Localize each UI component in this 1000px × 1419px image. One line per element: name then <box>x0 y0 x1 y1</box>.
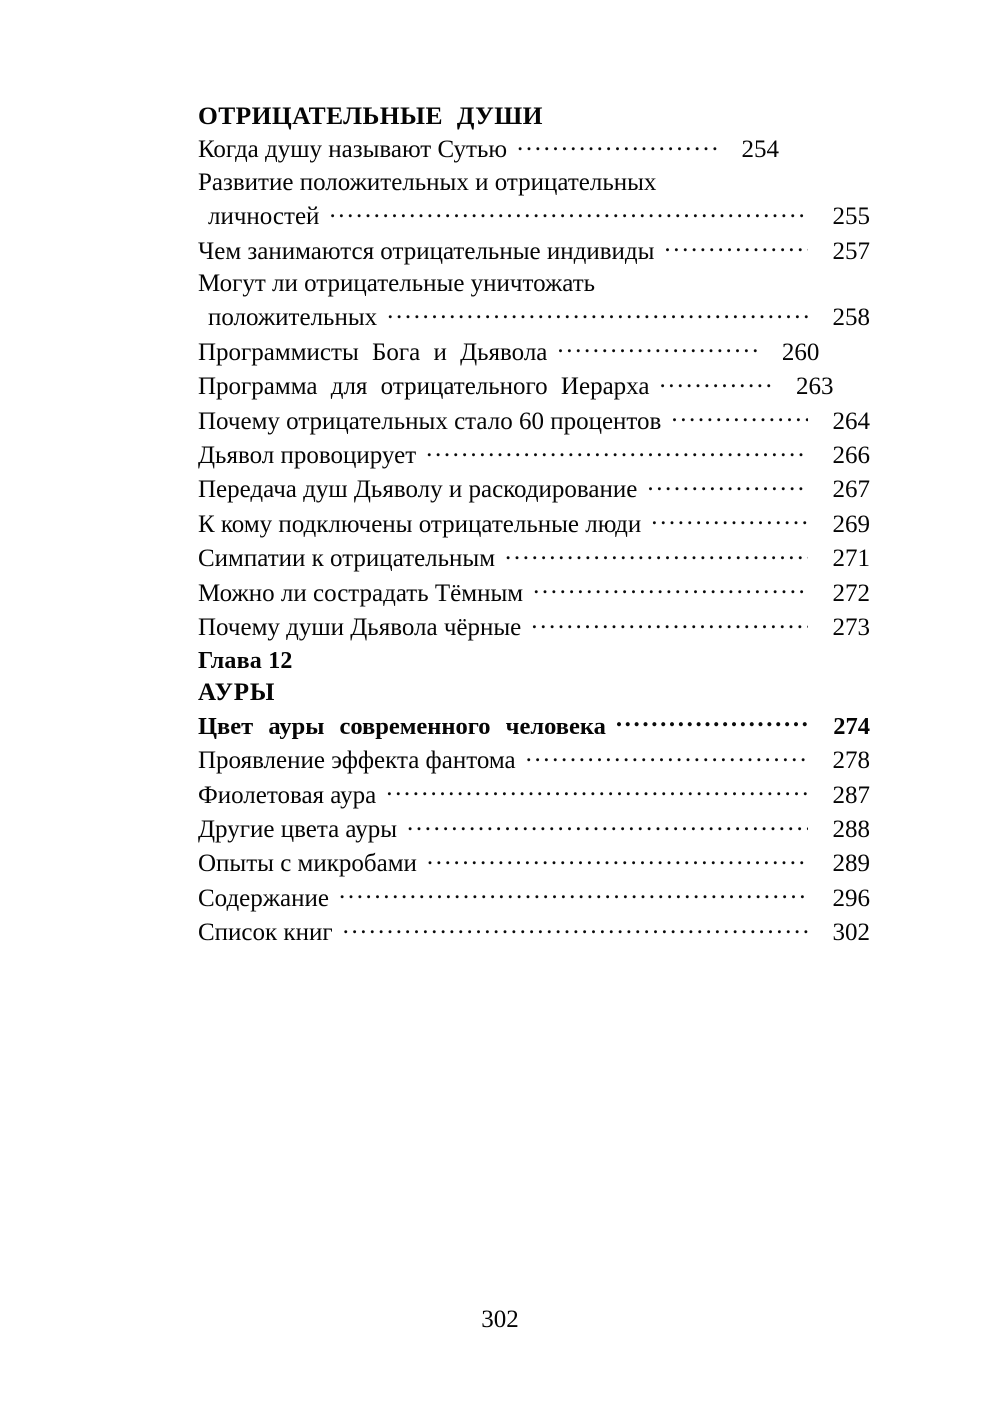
toc-entry[interactable] <box>198 335 870 369</box>
section-heading <box>198 100 870 132</box>
dot-leader <box>387 300 808 325</box>
dot-leader <box>647 472 808 497</box>
dot-leader <box>339 881 808 906</box>
toc-entry[interactable] <box>198 404 870 438</box>
toc-entry-label: Список книг <box>198 919 333 947</box>
toc-entry-label: Программа для отрицательного Иерарха <box>198 373 650 401</box>
dot-leader <box>557 335 757 360</box>
toc-entry-page-number: 272 <box>832 579 870 607</box>
dot-leader <box>343 915 808 940</box>
toc-entry-page-number: 288 <box>832 816 870 844</box>
toc-entry-label: Содержание <box>198 884 329 912</box>
toc-entry[interactable] <box>198 881 870 915</box>
dot-leader <box>533 576 808 601</box>
toc-entry-page-number: 289 <box>832 850 870 878</box>
toc-entry-label: К кому подключены отрицательные люди <box>198 510 642 538</box>
dot-leader <box>329 199 808 224</box>
toc-entry-list-negative-souls <box>198 132 870 644</box>
toc-entry-page-number: 271 <box>832 545 870 573</box>
toc-entry-label: Проявление эффекта фантома <box>198 747 516 775</box>
toc-entry-label: Фиолетовая аура <box>198 781 377 809</box>
toc-entry[interactable] <box>198 541 870 575</box>
dot-leader <box>671 404 808 429</box>
toc-entry[interactable] <box>198 234 870 268</box>
toc-entry[interactable] <box>198 915 870 949</box>
dot-leader <box>407 812 808 837</box>
toc-entry-list-auras <box>198 709 870 949</box>
toc-entry-page-number: 255 <box>832 203 870 231</box>
toc-entry-label: Симпатии к отрицательным <box>198 545 496 573</box>
toc-entry-page-number: 263 <box>795 373 834 401</box>
dot-leader <box>505 541 808 566</box>
table-of-contents <box>198 100 870 950</box>
dot-leader <box>426 438 808 463</box>
toc-entry-page-number: 264 <box>832 407 870 435</box>
toc-entry-page-number: 269 <box>832 510 870 538</box>
toc-entry-page-number: 302 <box>832 919 870 947</box>
toc-entry-page-number: 278 <box>832 747 870 775</box>
dot-leader <box>659 369 771 394</box>
toc-entry-label: Программисты Бога и Дьявола <box>198 338 548 366</box>
toc-entry[interactable] <box>198 167 870 199</box>
toc-entry-label: Цвет ауры современного человека <box>198 712 606 740</box>
dot-leader <box>517 132 717 157</box>
toc-entry[interactable] <box>198 132 870 166</box>
toc-entry[interactable] <box>198 709 870 743</box>
toc-entry-label: Почему отрицательных стало 60 процентов <box>198 407 662 435</box>
toc-entry[interactable] <box>198 369 870 403</box>
dot-leader <box>526 743 808 768</box>
toc-entry-label: Почему души Дьявола чёрные <box>198 614 522 642</box>
toc-entry-page-number: 266 <box>832 442 870 470</box>
toc-entry-page-number: 258 <box>832 304 870 332</box>
toc-entry-label: Передача душ Дьяволу и раскодирование <box>198 476 638 504</box>
toc-entry-page-number: 257 <box>832 237 870 265</box>
toc-entry-page-number: 267 <box>832 476 870 504</box>
toc-entry-label: Развитие положительных и отрицательных <box>198 168 657 196</box>
toc-entry-label: Могут ли отрицательные уничтожать <box>198 270 596 298</box>
dot-leader <box>427 846 808 871</box>
dot-leader <box>651 507 808 532</box>
toc-entry[interactable] <box>198 576 870 610</box>
toc-entry-page-number: 254 <box>741 136 780 164</box>
toc-entry-page-number: 273 <box>832 614 870 642</box>
dot-leader <box>664 234 808 259</box>
dot-leader <box>531 610 808 635</box>
toc-entry[interactable] <box>198 438 870 472</box>
toc-entry[interactable] <box>198 610 870 644</box>
chapter-label: Глава 12 <box>198 647 293 674</box>
section-heading-part1: ОТРИЦАТЕЛЬНЫЕ <box>198 101 443 130</box>
toc-entry[interactable] <box>198 846 870 880</box>
toc-entry[interactable] <box>198 472 870 506</box>
toc-entry[interactable] <box>198 743 870 777</box>
toc-entry-page-number: 287 <box>832 781 870 809</box>
toc-entry[interactable] <box>198 199 870 233</box>
toc-entry[interactable] <box>198 812 870 846</box>
toc-entry[interactable] <box>198 778 870 812</box>
toc-entry-page-number: 260 <box>781 338 820 366</box>
toc-entry[interactable] <box>198 507 870 541</box>
toc-entry-label: Опыты с микробами <box>198 850 417 878</box>
chapter-title: АУРЫ <box>198 678 276 706</box>
toc-entry-label: Можно ли сострадать Тёмным <box>198 579 524 607</box>
toc-entry[interactable] <box>198 300 870 334</box>
toc-entry-label: личностей <box>208 203 320 231</box>
dot-leader <box>386 778 808 803</box>
folio-page-number: 302 <box>481 1306 519 1333</box>
toc-entry-label: Чем занимаются отрицательные индивиды <box>198 237 655 265</box>
dot-leader <box>616 709 808 734</box>
toc-entry-page-number: 296 <box>832 884 870 912</box>
toc-entry[interactable] <box>198 268 870 300</box>
toc-entry-label: Дьявол провоцирует <box>198 442 417 470</box>
toc-entry-label: положительных <box>208 304 378 332</box>
section-heading-part2: ДУШИ <box>456 101 543 130</box>
toc-entry-label: Другие цвета ауры <box>198 816 398 844</box>
toc-entry-page-number: 274 <box>833 712 870 740</box>
toc-entry-label: Когда душу называют Сутью <box>198 136 508 164</box>
